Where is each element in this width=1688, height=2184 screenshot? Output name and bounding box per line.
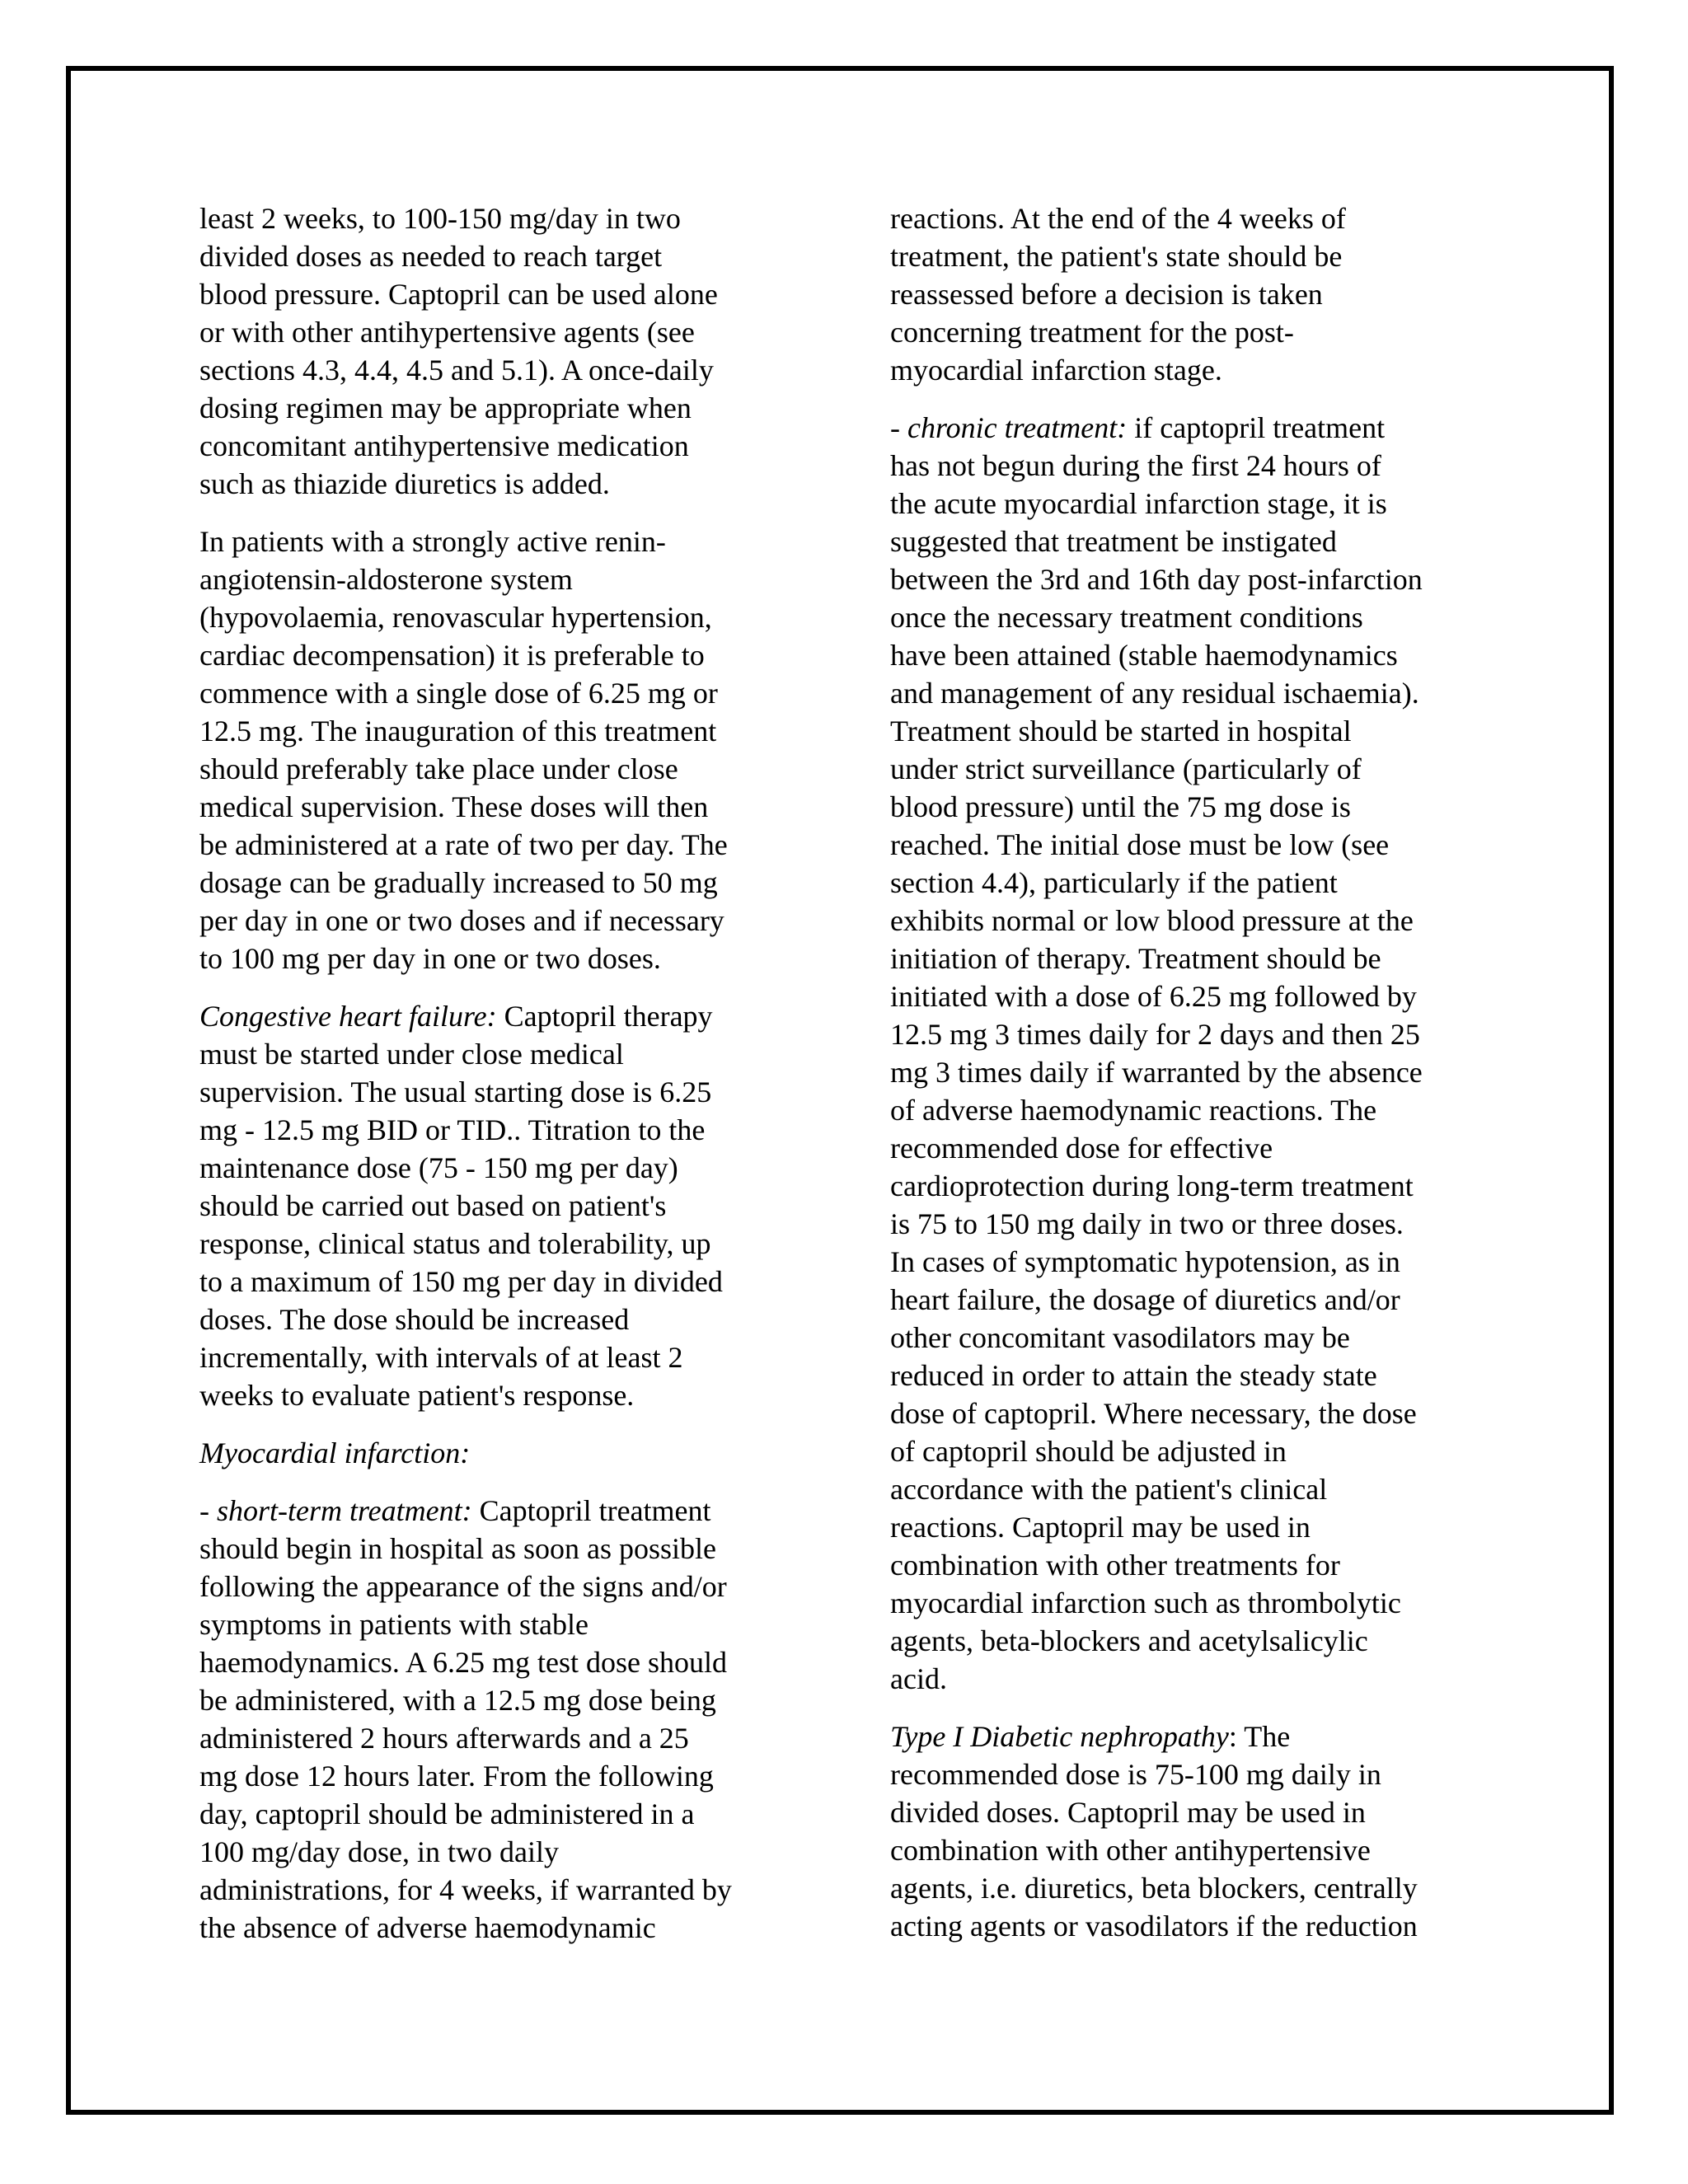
text-line: concomitant antihypertensive medication [199,429,689,462]
text-line: combination with other treatments for [890,1549,1340,1582]
text-line: 100 mg/day dose, in two daily [199,1835,559,1868]
text-line: under strict surveillance (particularly of [890,752,1362,785]
text-line: has not begun during the first 24 hours of [890,449,1381,482]
text-line: per day in one or two doses and if necessary [199,904,724,937]
text-line: supervision. The usual starting dose is 6.25 [199,1076,712,1108]
text-line: (hypovolaemia, renovascular hypertension, [199,601,712,634]
paragraph-renin-angiotensin [199,523,805,977]
text-line: Congestive heart failure: Captopril therapy [199,1000,713,1033]
text-line: agents, beta-blockers and acetylsalicylic [890,1624,1368,1657]
text-line: haemodynamics. A 6.25 mg test dose should [199,1646,727,1679]
paragraph-chronic-treatment [890,409,1496,1698]
text-line: should begin in hospital as soon as possible [199,1532,716,1565]
text-line: treatment, the patient's state should be [890,240,1343,273]
text-line: reached. The initial dose must be low (see [890,828,1390,861]
text-line: initiated with a dose of 6.25 mg followed by [890,980,1417,1013]
text-line: divided doses. Captopril may be used in [890,1796,1366,1829]
text-line: dose of captopril. Where necessary, the dose [890,1397,1417,1430]
text-line: angiotensin-aldosterone system [199,563,573,596]
text-line: 12.5 mg. The inauguration of this treatment [199,715,717,748]
paragraph-myocardial-infarction-heading [199,1434,805,1472]
text-line: to a maximum of 150 mg per day in divided [199,1265,723,1298]
text-line: of captopril should be adjusted in [890,1435,1287,1468]
text-line: section 4.4), particularly if the patient [890,866,1338,899]
text-line: administered 2 hours afterwards and a 25 [199,1722,689,1755]
text-line: heart failure, the dosage of diuretics and/or [890,1283,1400,1316]
text-line: initiation of therapy. Treatment should be [890,942,1381,975]
text-line: or with other antihypertensive agents (see [199,316,695,349]
text-line: In patients with a strongly active renin- [199,525,666,558]
text-line: blood pressure. Captopril can be used alone [199,278,718,311]
text-line: myocardial infarction stage. [890,354,1222,387]
text-line: blood pressure) until the 75 mg dose is [890,790,1351,823]
text-line: reduced in order to attain the steady state [890,1359,1377,1392]
text-line: myocardial infarction such as thrombolytic [890,1586,1401,1619]
text-line: reactions. At the end of the 4 weeks of [890,202,1346,235]
text-line: must be started under close medical [199,1038,624,1071]
text-line: other concomitant vasodilators may be [890,1321,1350,1354]
paragraph-short-term-treatment [199,1492,805,1947]
text-line: divided doses as needed to reach target [199,240,663,273]
text-line: weeks to evaluate patient's response. [199,1379,635,1412]
text-line: exhibits normal or low blood pressure at the [890,904,1414,937]
text-line: cardioprotection during long-term treatment [890,1169,1414,1202]
section-heading: Type I Diabetic nephropathy [890,1720,1229,1753]
left-column [199,199,805,1947]
text-line: mg - 12.5 mg BID or TID.. Titration to the [199,1113,706,1146]
paragraph-diabetic-nephropathy [890,1718,1496,1945]
text-line: response, clinical status and tolerability, up [199,1227,711,1260]
text-line: cardiac decompensation) it is preferable to [199,639,705,672]
section-heading: short-term treatment: [217,1494,472,1527]
text-line: maintenance dose (75 - 150 mg per day) [199,1151,678,1184]
text-line: should be carried out based on patient's [199,1189,667,1222]
text-line: following the appearance of the signs and/or [199,1570,727,1603]
text-line: acting agents or vasodilators if the reduction [890,1910,1418,1943]
text-line: accordance with the patient's clinical [890,1473,1328,1506]
right-column [890,199,1496,1945]
text-line: acid. [890,1662,947,1695]
text-line: have been attained (stable haemodynamics [890,639,1398,672]
section-heading: chronic treatment: [907,411,1128,444]
text-line: commence with a single dose of 6.25 mg or [199,677,718,710]
text-line: reactions. Captopril may be used in [890,1511,1311,1544]
text-line: the absence of adverse haemodynamic [199,1911,656,1944]
text-line: recommended dose for effective [890,1132,1273,1165]
section-heading: Myocardial infarction: [199,1436,471,1469]
text-line: and management of any residual ischaemia). [890,677,1419,710]
text-line: mg 3 times daily if warranted by the absence [890,1056,1423,1089]
text-line: combination with other antihypertensive [890,1834,1371,1867]
text-line: be administered, with a 12.5 mg dose being [199,1684,716,1717]
text-line: symptoms in patients with stable [199,1608,588,1641]
text-line: suggested that treatment be instigated [890,525,1337,558]
text-line: Treatment should be started in hospital [890,715,1352,748]
text-line: mg dose 12 hours later. From the following [199,1760,714,1793]
text-line: medical supervision. These doses will then [199,790,709,823]
text-line: doses. The dose should be increased [199,1303,630,1336]
text-line: 12.5 mg 3 times daily for 2 days and then 25 [890,1018,1420,1051]
text-line: dosing regimen may be appropriate when [199,391,692,424]
text-line: once the necessary treatment conditions [890,601,1363,634]
text-line: should preferably take place under close [199,752,678,785]
text-line: to 100 mg per day in one or two doses. [199,942,661,975]
text-line: - short-term treatment: Captopril treatment [199,1494,711,1527]
text-line: between the 3rd and 16th day post-infarction [890,563,1423,596]
text-line: dosage can be gradually increased to 50 mg [199,866,718,899]
text-line: such as thiazide diuretics is added. [199,467,610,500]
text-line [199,1434,805,1472]
paragraph-congestive-heart-failure [199,997,805,1414]
text-line: least 2 weeks, to 100-150 mg/day in two [199,202,681,235]
paragraph-reactions-reassessment [890,199,1496,389]
text-line: concerning treatment for the post- [890,316,1294,349]
text-line: agents, i.e. diuretics, beta blockers, centrally [890,1872,1418,1905]
text-line: day, captopril should be administered in a [199,1797,695,1830]
text-line: - chronic treatment: if captopril treatment [890,411,1386,444]
text-line: the acute myocardial infarction stage, it is [890,487,1387,520]
text-line: of adverse haemodynamic reactions. The [890,1094,1377,1127]
paragraph-hypertension-dosing [199,199,805,503]
text-line: Type I Diabetic nephropathy: The [890,1720,1291,1753]
text-line: administrations, for 4 weeks, if warranted by [199,1873,732,1906]
text-line: sections 4.3, 4.4, 4.5 and 5.1). A once-daily [199,354,714,387]
text-line: reassessed before a decision is taken [890,278,1323,311]
text-line: is 75 to 150 mg daily in two or three doses. [890,1207,1404,1240]
text-line: In cases of symptomatic hypotension, as in [890,1245,1400,1278]
text-line: recommended dose is 75-100 mg daily in [890,1758,1381,1791]
text-line: incrementally, with intervals of at least 2 [199,1341,683,1374]
section-heading: Congestive heart failure: [199,1000,497,1033]
text-line: be administered at a rate of two per day. The [199,828,728,861]
